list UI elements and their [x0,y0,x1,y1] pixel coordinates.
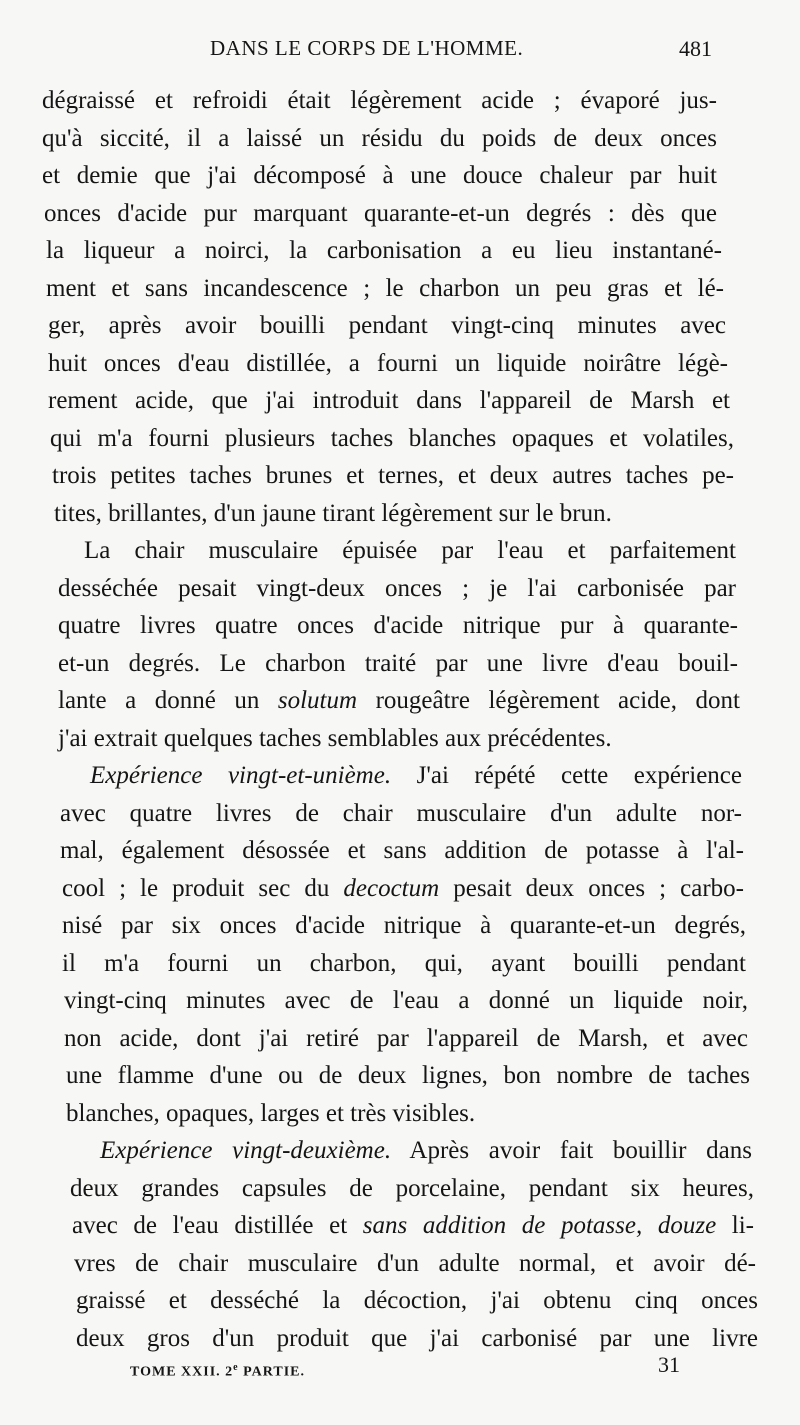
text-line: ment et sans incandescence ; le charbon un peu gras et lé- [46,274,724,302]
text-line: vingt-cinq minutes avec de l'eau a donné un liquide noir, [64,987,748,1014]
text-line: Expérience vingt-deuxième. Après avoir fait bouillir dans [100,1137,752,1164]
emphasis: sans addition de potasse, douze [362,1212,717,1239]
text-line: ger, après avoir bouilli pendant vingt-cinq minutes avec [48,312,726,339]
text-line: huit onces d'eau distillée, a fourni un liquide noirâtre légè- [48,349,728,377]
text-line: nisé par six onces d'acide nitrique à quarante-et-un degrés, [62,912,746,939]
text-line: rement acide, que j'ai introduit dans l'appareil de Marsh et [48,387,730,414]
text-line: la liqueur a noirci, la carbonisation a eu lieu instantané- [46,237,722,264]
text-line: tites, brillantes, d'un jaune tirant légèrement sur le brun. [54,499,612,527]
text-line: blanches, opaques, larges et très visibles. [66,1099,476,1127]
signature-mark: TOME XXII. 2e PARTIE. [130,1362,305,1380]
text-line: deux gros d'un produit que j'ai carbonisé par une livre [76,1324,758,1352]
latin-term: solutum [277,687,358,714]
body-text [0,82,800,1357]
text-line: qu'à siccité, il a laissé un résidu du poids de deux onces [42,124,717,152]
text-line: et-un degrés. Le charbon traité par une livre d'eau bouil- [58,649,738,677]
text-line: non acide, dont j'ai retiré par l'appareil de Marsh, et avec [64,1024,748,1052]
experiment-title: Expérience vingt-et-unième. [90,762,392,789]
text-line: dégraissé et refroidi était légèrement acide ; évaporé jus- [42,87,717,114]
text-line: trois petites taches brunes et ternes, et deux autres taches pe- [52,462,734,489]
text-line: deux grandes capsules de porcelaine, pendant six heures, [70,1174,754,1202]
page-number: 481 [679,36,712,61]
experiment-title: Expérience vingt-deuxième. [100,1137,392,1164]
text-line: Expérience vingt-et-unième. J'ai répété cette expérience [90,762,742,789]
text-line: onces d'acide pur marquant quarante-et-un degrés : dès que [44,199,717,227]
text-line: desséchée pesait vingt-deux onces ; je l'ai carbonisée par [58,574,736,602]
page-footer [0,1352,800,1392]
text-line: qui m'a fourni plusieurs taches blanches opaques et volatiles, [50,424,734,452]
text-line: il m'a fourni un charbon, qui, ayant bouilli pendant [62,949,746,977]
text-line: avec quatre livres de chair musculaire d'un adulte nor- [60,799,742,827]
latin-term: decoctum [343,874,440,902]
text-line: La chair musculaire épuisée par l'eau et parfaitement [84,537,736,564]
sheet-number: 31 [658,1352,680,1377]
text-line: et demie que j'ai décomposé à une douce chaleur par huit [42,162,717,189]
text-line: j'ai extrait quelques taches semblables aux précédentes. [58,724,612,752]
text-line: une flamme d'une ou de deux lignes, bon nombre de taches [66,1062,750,1089]
text-line: mal, également désossée et sans addition de potasse à l'al- [60,837,744,864]
text-line: lante a donné un solutum rougeâtre légèrement acide, dont [58,687,740,714]
text-line: vres de chair musculaire d'un adulte normal, et avoir dé- [74,1249,756,1277]
running-head: DANS LE CORPS DE L'HOMME. [210,36,524,60]
page-header [0,36,800,76]
text-line: graissé et desséché la décoction, j'ai obtenu cinq onces [76,1287,758,1314]
text-line: avec de l'eau distillée et sans addition de potasse, douze li- [72,1212,754,1239]
text-line: quatre livres quatre onces d'acide nitrique pur à quarante- [58,612,738,639]
text-line: cool ; le produit sec du decoctum pesait deux onces ; carbo- [62,874,744,902]
